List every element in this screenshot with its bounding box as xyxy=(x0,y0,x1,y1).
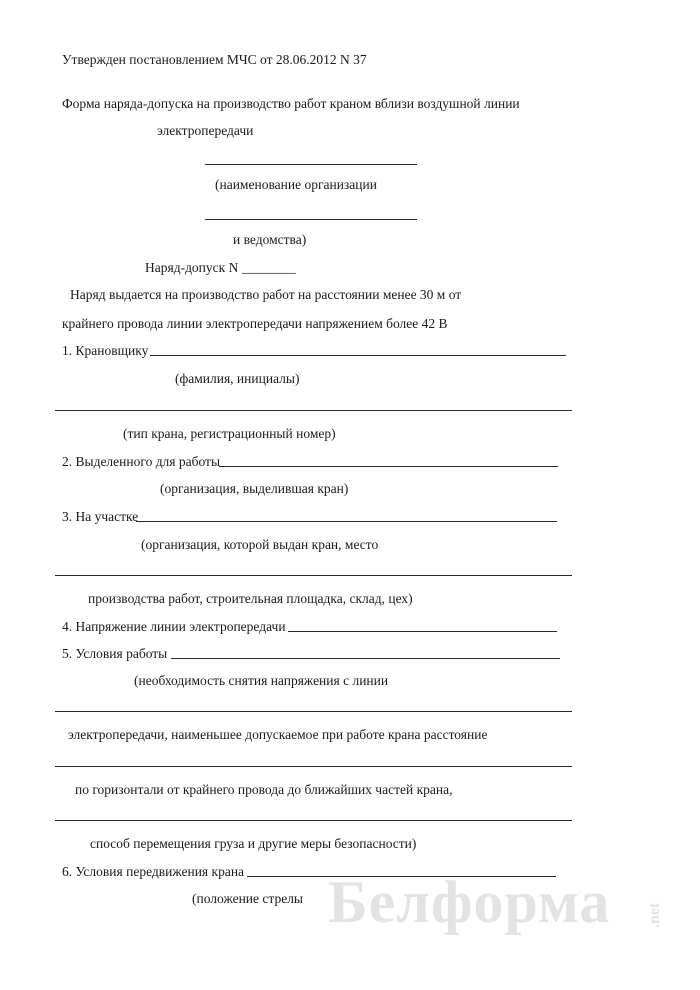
allocated-for-work-field[interactable] xyxy=(219,466,558,467)
work-conditions-label: 5. Условия работы xyxy=(62,646,168,661)
work-conditions-field-2[interactable] xyxy=(55,711,572,712)
site-label: 3. На участке xyxy=(62,509,139,524)
permit-intro-line1: Наряд выдается на производство работ на расстоянии менее 30 м от xyxy=(70,287,462,302)
allocated-for-work-caption: (организация, выделившая кран) xyxy=(160,481,349,496)
watermark-suffix: .net xyxy=(646,902,663,928)
department-field[interactable] xyxy=(205,219,417,220)
crane-operator-caption: (фамилия, инициалы) xyxy=(175,371,300,386)
crane-movement-caption: (положение стрелы xyxy=(192,891,304,906)
site-caption2: производства работ, строительная площадка, склад, цех) xyxy=(88,591,413,606)
work-conditions-field-4[interactable] xyxy=(55,820,572,821)
permit-number-label: Наряд-допуск N ________ xyxy=(145,260,296,275)
crane-type-caption: (тип крана, регистрационный номер) xyxy=(123,426,336,441)
department-caption: и ведомства) xyxy=(233,232,307,247)
crane-operator-label: 1. Крановщику xyxy=(62,343,149,358)
form-title-line1: Форма наряда-допуска на производство работ краном вблизи воздушной линии xyxy=(62,96,520,111)
work-conditions-field[interactable] xyxy=(171,658,560,659)
work-conditions-caption4: способ перемещения груза и другие меры безопасности) xyxy=(90,836,417,851)
crane-type-field[interactable] xyxy=(55,410,572,411)
organization-name-field[interactable] xyxy=(205,164,417,165)
watermark-brand: Белформа xyxy=(328,869,611,935)
work-conditions-caption1: (необходимость снятия напряжения с линии xyxy=(134,673,389,688)
approval-note: Утвержден постановлением МЧС от 28.06.2012 N 37 xyxy=(62,52,367,67)
site-field-cont[interactable] xyxy=(55,575,572,576)
crane-movement-label: 6. Условия передвижения крана xyxy=(62,864,245,879)
work-conditions-caption3: по горизонтали от крайнего провода до ближайших частей крана, xyxy=(75,782,453,797)
crane-operator-field[interactable] xyxy=(150,355,566,356)
site-caption1: (организация, которой выдан кран, место xyxy=(141,537,379,552)
permit-intro-line2: крайнего провода линии электропередачи напряжением более 42 В xyxy=(62,316,448,331)
line-voltage-field[interactable] xyxy=(288,631,557,632)
form-title-line2: электропередачи xyxy=(157,123,254,138)
work-conditions-caption2: электропередачи, наименьшее допускаемое при работе крана расстояние xyxy=(68,727,488,742)
allocated-for-work-label: 2. Выделенного для работы xyxy=(62,454,221,469)
line-voltage-label: 4. Напряжение линии электропередачи xyxy=(62,619,286,634)
site-field[interactable] xyxy=(136,521,557,522)
organization-caption: (наименование организации xyxy=(215,177,377,192)
work-conditions-field-3[interactable] xyxy=(55,766,572,767)
